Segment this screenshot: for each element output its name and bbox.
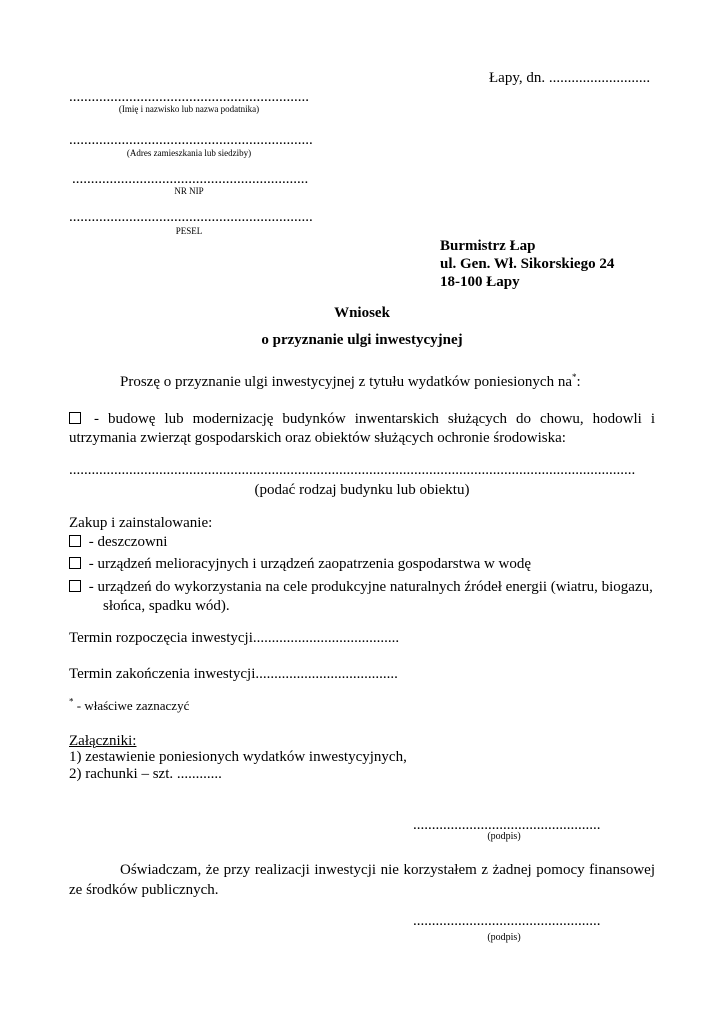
checkbox-buildings[interactable] xyxy=(69,412,81,424)
place-date: Łapy, dn. ........................... xyxy=(489,70,651,86)
end-term: Termin zakończenia inwestycji...................................... xyxy=(69,666,398,682)
name-caption: (Imię i nazwisko lub nazwa podatnika) xyxy=(118,104,260,114)
attachment-item-1: 1) zestawienie poniesionych wydatków inwestycyjnych, xyxy=(69,749,407,765)
checkbox-irrigation[interactable] xyxy=(69,557,81,569)
address-dots: ................................................................. xyxy=(69,132,313,148)
pesel-dots: ................................................................. xyxy=(69,209,313,225)
addressee-line2: ul. Gen. Wł. Sikorskiego 24 xyxy=(440,256,615,272)
intro-text: Proszę o przyznanie ulgi inwestycyjnej z tytułu wydatków poniesionych na*: xyxy=(120,372,581,390)
option-rain xyxy=(69,533,167,551)
attachment-item-2: 2) rachunki – szt. ............ xyxy=(69,766,222,782)
option-energy-cont: słońca, spadku wód). xyxy=(103,598,230,614)
signature2-dots: .................................................. xyxy=(413,913,601,929)
nip-caption: NR NIP xyxy=(174,186,204,196)
signature-caption: (podpis) xyxy=(487,831,521,842)
footnote-text: - właściwe zaznaczyć xyxy=(73,698,190,713)
signature-dots: .................................................. xyxy=(413,817,601,833)
checkbox-rain[interactable] xyxy=(69,535,81,547)
checkbox-energy[interactable] xyxy=(69,580,81,592)
footnote-mark: * xyxy=(69,696,74,707)
option-buildings-label: - budowę lub modernizację budynków inwentarskich służących do chowu, hodowli i utrzymania zwierząt gospodarskich oraz obiektów służących ochronie środowiska: xyxy=(69,411,655,446)
option-energy-label: - urządzeń do wykorzystania na cele produkcyjne naturalnych źródeł energii (wiatru, biogazu, xyxy=(85,579,653,595)
option-irrigation-label: - urządzeń melioracyjnych i urządzeń zaopatrzenia gospodarstwa w wodę xyxy=(85,556,532,572)
option-buildings xyxy=(69,410,655,448)
footnote xyxy=(69,698,189,714)
addressee-line3: 18-100 Łapy xyxy=(440,274,520,290)
name-dots: ................................................................ xyxy=(69,89,309,105)
addressee-line1: Burmistrz Łap xyxy=(440,238,536,254)
address-caption: (Adres zamieszkania lub siedziby) xyxy=(126,148,252,158)
building-dots: ....................................................................................................................................................... xyxy=(69,462,636,478)
option-rain-label: - deszczowni xyxy=(85,534,168,550)
option-energy xyxy=(69,578,653,596)
building-caption: (podać rodzaj budynku lub obiektu) xyxy=(254,482,470,498)
start-term: Termin rozpoczęcia inwestycji....................................... xyxy=(69,630,400,646)
signature2-caption: (podpis) xyxy=(487,932,521,943)
option-irrigation xyxy=(69,555,531,573)
purchase-label: Zakup i zainstalowanie: xyxy=(69,515,213,531)
attachments-label: Załączniki: xyxy=(69,733,137,749)
title-line1: Wniosek xyxy=(334,305,390,321)
nip-dots: ............................................................... xyxy=(72,171,309,187)
pesel-caption: PESEL xyxy=(175,226,203,236)
title-line2: o przyznanie ulgi inwestycyjnej xyxy=(261,332,463,348)
declaration: Oświadczam, że przy realizacji inwestycji nie korzystałem z żadnej pomocy finansowej ze środków publicznych. xyxy=(69,862,655,898)
intro-footnote-mark: * xyxy=(571,372,577,382)
